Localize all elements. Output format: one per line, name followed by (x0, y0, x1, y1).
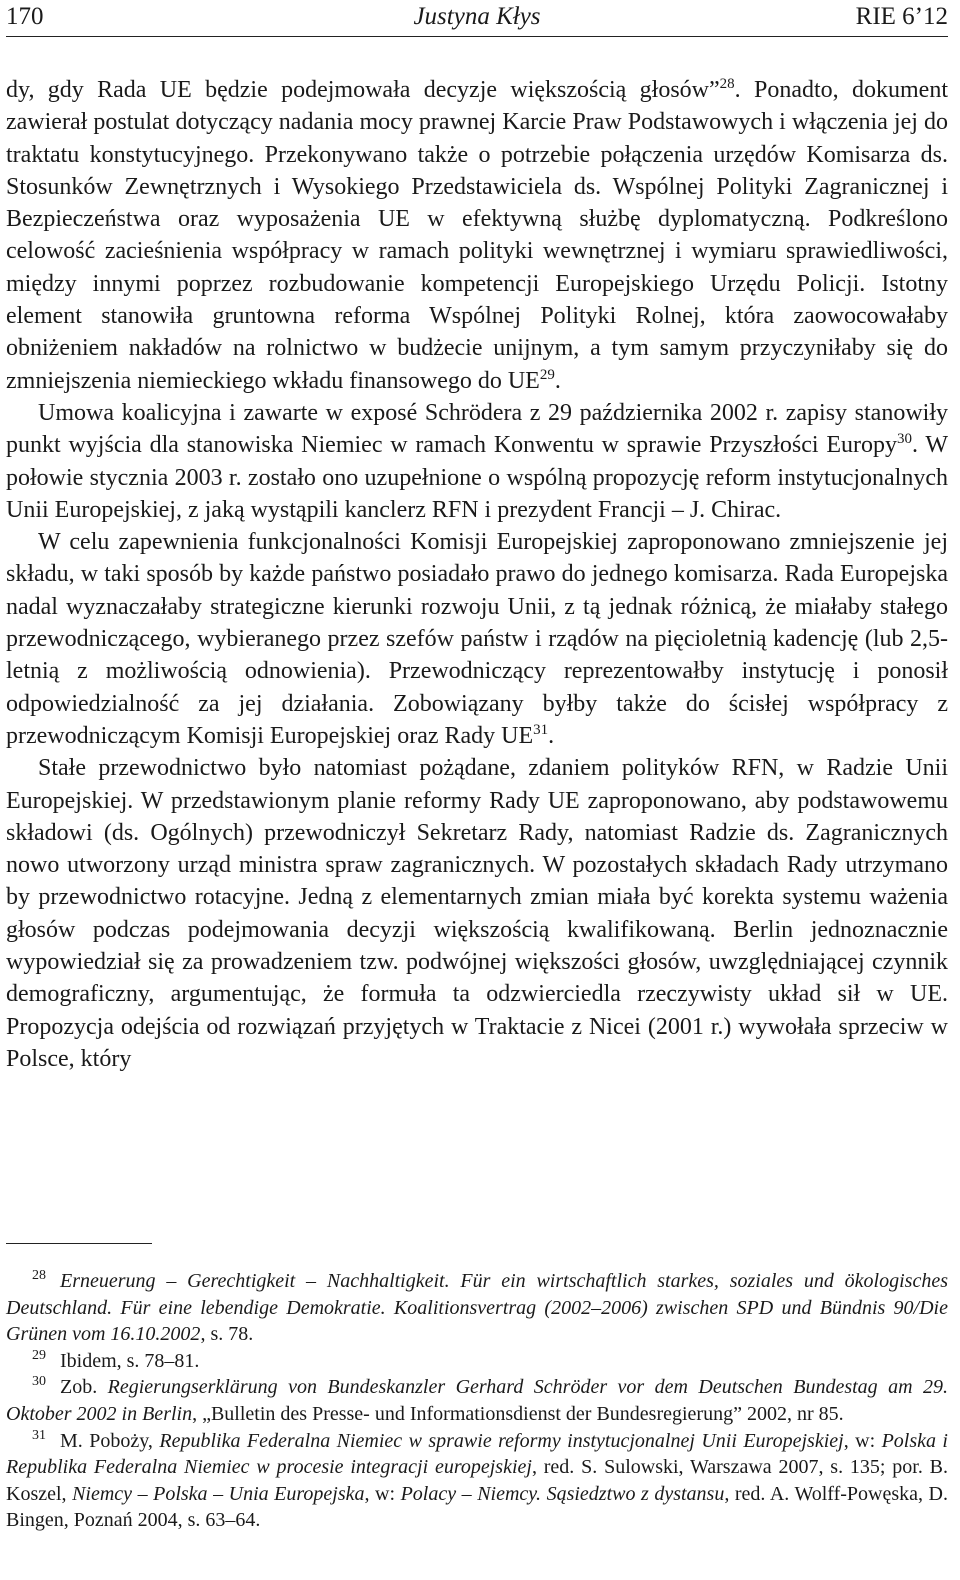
footnote-ref[interactable]: 29 (539, 366, 555, 383)
footnote-29 (6, 1348, 948, 1375)
footnote-number: 30 (32, 1374, 46, 1390)
citation-title: Niemcy – Polska – Unia Europejska (72, 1482, 365, 1505)
footnote-number: 29 (32, 1347, 46, 1363)
paragraph (6, 397, 948, 526)
journal-issue: RIE 6’12 (855, 3, 948, 30)
citation-title: Republika Federalna Niemiec w sprawie reformy instytucjonalnej Unii Europejskiej (159, 1429, 844, 1452)
text-run: Zob. (60, 1376, 108, 1399)
footnote-30 (6, 1374, 948, 1427)
main-text (6, 74, 948, 1075)
footnote-number: 28 (32, 1268, 46, 1283)
running-header (6, 0, 948, 37)
text-run: M. Poboży, (60, 1429, 160, 1452)
paragraph: Stałe przewodnictwo było natomiast pożądane, zdaniem polityków RFN, w Radzie Unii Europejskiej. W przedstawionym planie reformy Rady UE zaproponowano, aby podstawowemu składowi (ds. Ogólnych) przewodniczył Sekretarz Rady, natomiast Radzie ds. Zagranicznych nowo utworzony urząd ministra spraw zagranicznych. W pozostałych składach Rady utrzymano by przewodnictwo rotacyjne. Jedną z elementarnych zmian miała być korekta systemu ważenia głosów podczas podejmowania decyzji większością kwalifikowaną. Berlin jednoznacznie wypowiedział się za prowadzeniem tzw. podwójnej większości głosów, uwzględniającej czynnik demograficzny, argumentując, że formuła ta odzwierciedla rzeczywisty układ sił w UE. Propozycja odejścia od rozwiązań przyjętych w Traktacie z Nicei (2001 r.) wywołała sprzeciw w Polsce, który (6, 755, 948, 1072)
text-run: , „Bulletin des Presse- und Informationsdienst der Bundesregierung” 2002, nr 85. (192, 1402, 844, 1425)
text-run: Ibidem, s. 78–81. (60, 1349, 200, 1372)
footnote-ref[interactable]: 28 (719, 76, 735, 92)
paragraph (6, 526, 948, 752)
footnotes (6, 1268, 948, 1534)
footnote-ref[interactable]: 31 (533, 721, 549, 738)
page-number: 170 (6, 3, 44, 30)
footnote-31 (6, 1428, 948, 1534)
citation-title: Polska i Republika Federalna Niemiec w procesie integracji europejskiej (6, 1429, 948, 1479)
text-run: . W połowie stycznia 2003 r. zostało ono uzupełnione o wspólną propozycję reform instytucjonalnych Unii Europejskiej, z jaką wystąpili kanclerz RFN i prezydent Francji – J. Chirac. (6, 432, 948, 523)
paragraph (6, 74, 948, 397)
text-run: , w: (843, 1429, 882, 1452)
text-run: , w: (364, 1482, 401, 1505)
footnote-ref[interactable]: 30 (896, 431, 912, 448)
citation-title: Regierungserklärung von Bundeskanzler Gerhard Schröder vor dem Deutschen Bundestag am 29. Oktober 2002 in Berlin (6, 1376, 948, 1425)
citation-title: Erneuerung – Gerechtigkeit – Nachhaltigkeit. Für ein wirtschaftlich starkes, soziales und ökologisches Deutschland. Für eine lebendige Demokratie. Koalitionsvertrag (2002–2006) zwischen SPD und Bündnis 90/Die Grünen vom 16.10.2002 (6, 1270, 948, 1346)
footnote-separator (6, 1243, 152, 1244)
text-run: Umowa koalicyjna i zawarte w exposé Schrödera z 29 października 2002 r. zapisy stanowiły punkt wyjścia dla stanowiska Niemiec w ramach Konwentu w sprawie Przyszłości Europy (6, 399, 948, 459)
text-run: , red. A. Wolff-Powęska, D. Bingen, Poznań 2004, s. 63–64. (6, 1482, 948, 1532)
text-run: . Ponadto, dokument zawierał postulat dotyczący nadania mocy prawnej Karcie Praw Podstawowych i włączenia jej do traktatu konstytucyjnego. Przekonywano także o potrzebie połączenia urzędów Komisarza ds. Stosunków Zewnętrznych i Wysokiego Przedstawiciela ds. Wspólnej Polityki Zagranicznej i Bezpieczeństwa oraz wyposażenia UE w efektywną służbę dyplomatyczną. Podkreślono celowość zacieśnienia współpracy w ramach polityki wewnętrznej i wymiaru sprawiedliwości, między innymi poprzez rozbudowanie kompetencji Europejskiego Urzędu Policji. Istotny element stanowiła gruntowna reforma Wspólnej Polityki Rolnej, która zaowocowałaby obniżeniem nakładów na rolnictwo w budżecie unijnym, a tym samym przyczyniłaby się do zmniejszenia niemieckiego wkładu finansowego do UE (6, 77, 949, 394)
footnote-number: 31 (32, 1427, 46, 1443)
text-run: W celu zapewnienia funkcjonalności Komisji Europejskiej zaproponowano zmniejszenie jej składu, w taki sposób by każde państwo posiadało prawo do jednego komisarza. Rada Europejska nadal wyznaczałaby strategiczne kierunki rozwoju Unii, z tą jednak różnicą, że miałaby stałego przewodniczącego, wybieranego przez szefów państw i rządów na pięcioletnią kadencję (lub 2,5-letnią z możliwością odnowienia). Przewodniczący reprezentowałby instytucję i ponosił odpowiedzialność za jej działania. Zobowiązany byłby także do ścisłej współpracy z przewodniczącym Komisji Europejskiej oraz Rady UE (6, 529, 948, 749)
text-run: dy, gdy Rada UE będzie podejmowała decyzje większością głosów” (6, 77, 720, 103)
footnote-28 (6, 1268, 948, 1348)
text-run: . (548, 722, 555, 749)
text-run: , s. 78. (200, 1323, 254, 1346)
citation-title: Polacy – Niemcy. Sąsiedztwo z dystansu (400, 1482, 725, 1505)
text-run: . (554, 367, 561, 394)
text-run: , red. S. Sulowski, Warszawa 2007, s. 135; por. B. Koszel, (6, 1456, 948, 1505)
running-author: Justyna Kłys (413, 3, 541, 30)
